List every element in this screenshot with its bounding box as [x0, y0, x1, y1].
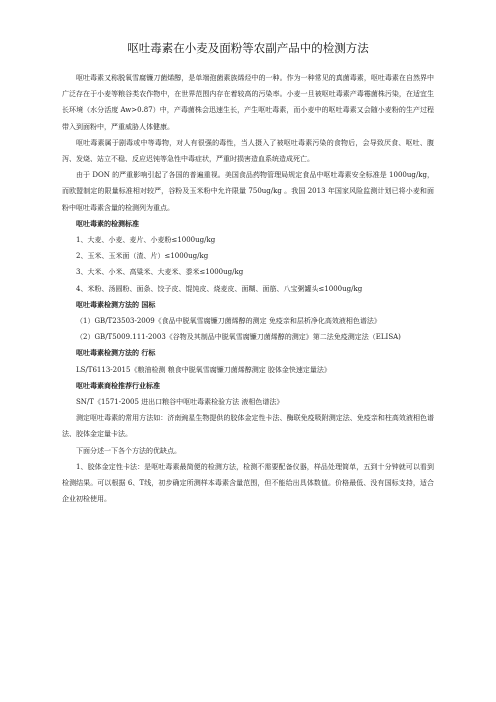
limit-item-2: 2、玉米、玉米面（渣、片）≤1000ug/kg — [76, 252, 209, 261]
recommended-standard-heading: 呕吐毒素商检推荐行业标准 — [76, 380, 160, 390]
national-standard-item-1: （1）GB/T23503-2009《食品中脱氧雪腐镰刀菌烯醇的测定 免疫亲和层析净化高效液相色谱法》 — [76, 317, 381, 326]
national-standard-heading: 呕吐毒素检测方法的 国标 — [76, 299, 156, 309]
intro-paragraph-1: 呕吐毒素又称脱氧雪腐镰刀菌烯醇，是单端孢菌素族烯烃中的一种。作为一种常见的真菌毒素，呕吐毒素在自然界中广泛存在于小麦等粮谷类农作物中，在世界范围内存在着较高的污染率。小麦一旦被呕吐毒素产毒霉菌株污染，在适宜生长环境（水分活度 Aw>0.87）中，产毒菌株会迅速生长，产生呕吐毒素，而小麦中的呕吐毒素又会随小麦粉的生产过程带入到面粉中，严重威胁人体健康。 — [62, 74, 434, 131]
limits-heading: 呕吐毒素的检测标准 — [76, 218, 139, 228]
limit-item-1: 1、大麦、小麦、麦片、小麦粉≤1000ug/kg — [76, 236, 216, 245]
methods-paragraph-1: 测定呕吐毒素的常用方法如：济南豌星生物提供的胶体金定性卡法、酶联免疫吸附测定法、免疫亲和柱高效液相色谱法、胶体金定量卡法。 — [62, 414, 434, 439]
industry-standard-item-1: LS/T6113-2015《粮油检测 粮食中脱氧雪腐镰刀菌烯醇测定 胶体金快速定量法》 — [76, 365, 331, 374]
national-standard-item-2: （2）GB/T5009.111-2003《谷物及其制品中脱氧雪腐镰刀菌烯醇的测定》第二法免疫测定法（ELISA) — [76, 333, 401, 342]
intro-paragraph-3: 由于 DON 的严重影响引起了各国的普遍重视。美国食品药物管理局规定食品中呕吐毒素安全标准是 1000ug/kg，而欧盟制定的限量标准相对较严，谷粉及玉米粉中允许限量 750ug/kg 。我国 2013 年国家风险监测计划已将小麦和面粉中呕吐毒素含量的检测列为重点。 — [62, 171, 434, 212]
intro-paragraph-2: 呕吐毒素属于剧毒或中等毒物，对人有很强的毒性，当人摄入了被呕吐毒素污染的食物后，会导致厌食、呕吐、腹泻、发烧、站立不稳、反应迟钝等急性中毒症状，严重时损害造血系统造成死亡。 — [62, 138, 434, 164]
document-page — [62, 40, 434, 507]
methods-paragraph-3: 1、胶体金定性卡法：是呕吐毒素最简便的检测方法，检测不需要配备仪器，样品处理简单，五到十分钟就可以看到检测结果。可以根据 6、T线，初步确定所测样本毒素含量范围，但不能给出具体数值。价格最低、没有国标支持，适合企业初检使用。 — [62, 462, 434, 504]
industry-standard-heading: 呕吐毒素检测方法的 行标 — [76, 348, 156, 358]
recommended-standard-item-1: SN/T《1571-2005 进出口粮谷中呕吐毒素检验方法 液相色谱法》 — [76, 398, 284, 407]
limit-item-4: 4、米粉、汤圆粉、面条、饺子皮、馄饨皮、烧麦皮、面糊、面筋、八宝粥罐头≤1000ug/kg — [76, 284, 363, 293]
methods-paragraph-2: 下面分述一下各个方法的优缺点。 — [76, 446, 181, 455]
limit-item-3: 3、大米、小米、高粱米、大麦米、黍米≤1000ug/kg — [76, 268, 244, 277]
document-title: 呕吐毒素在小麦及面粉等农副产品中的检测方法 — [127, 41, 369, 55]
